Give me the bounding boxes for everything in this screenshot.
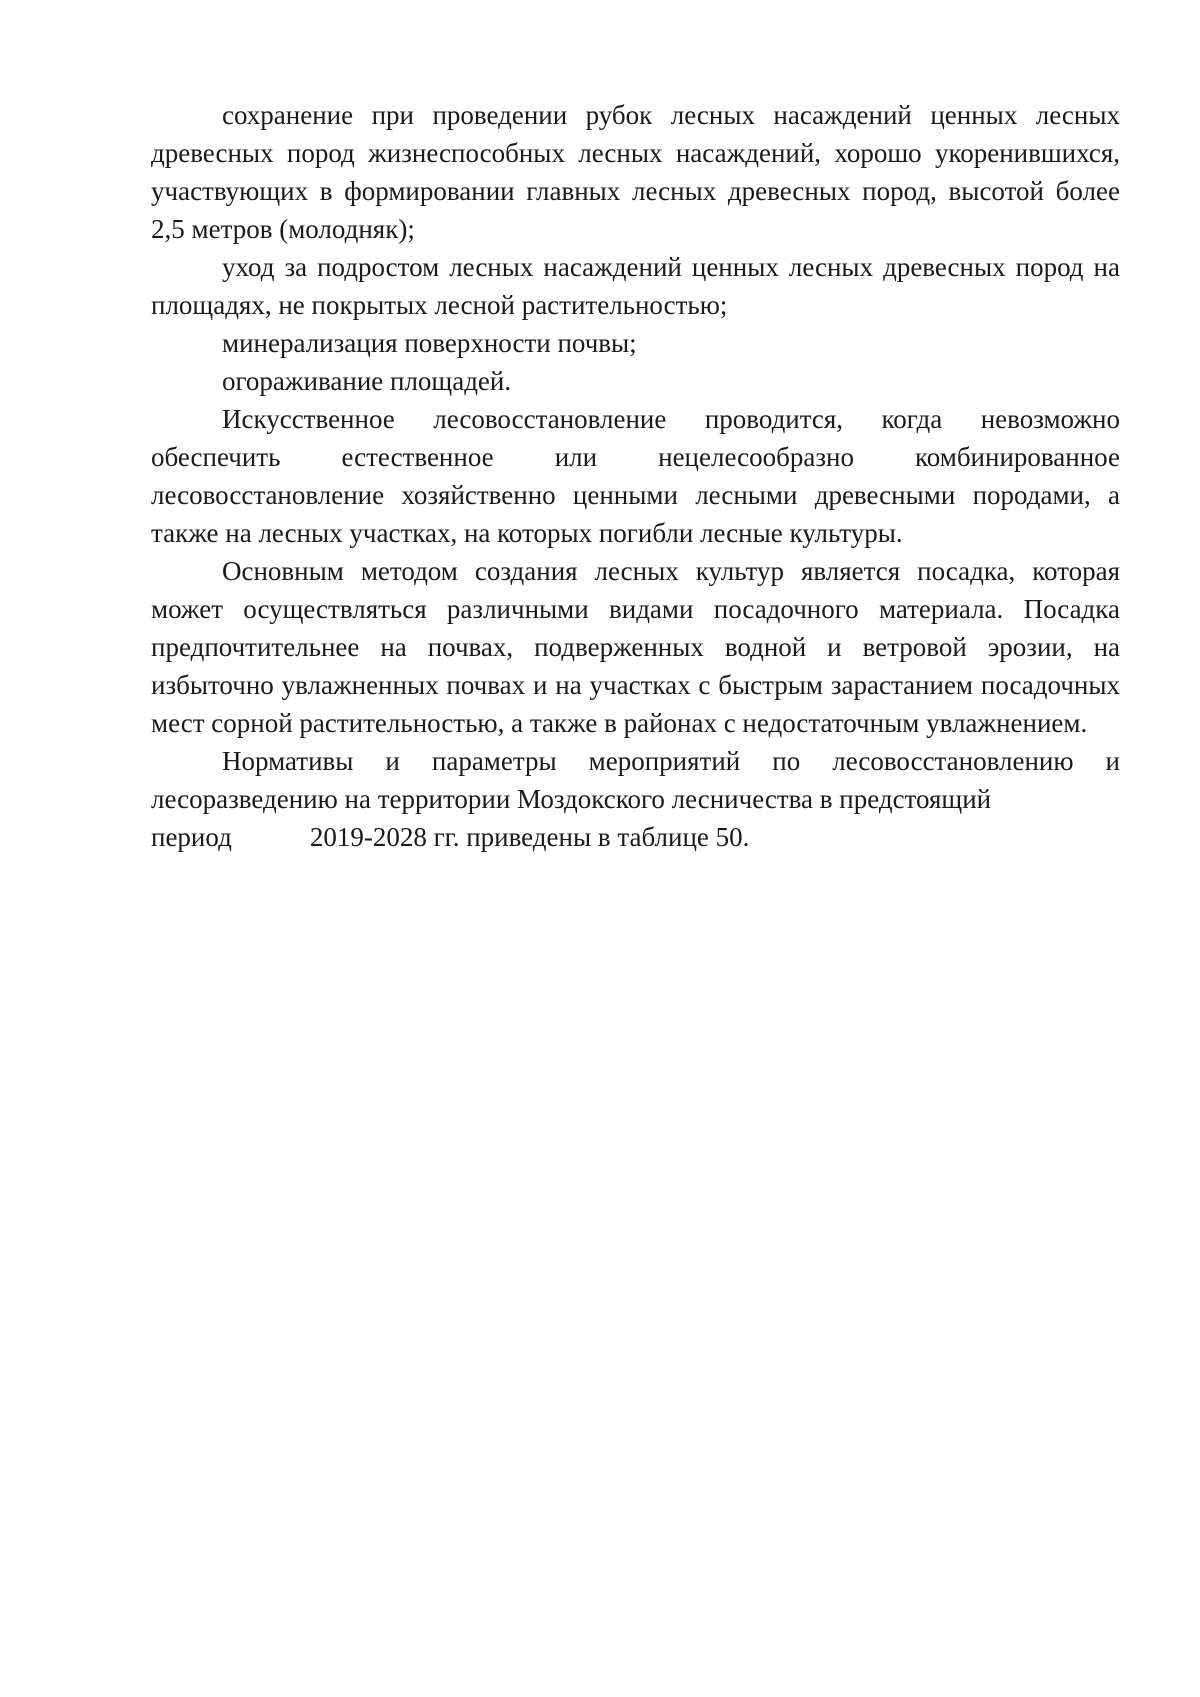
period-word: период xyxy=(151,822,232,852)
paragraph-period-line xyxy=(151,818,1120,856)
paragraph-planting-method: Основным методом создания лесных культур является посадка, которая может осуществляться различными видами посадочного материала. Посадка предпочтительнее на почвах, подверженных водной и ветровой эрозии, на избыточно увлажненных почвах и на участках с быстрым зарастанием посадочных мест сорной растительностью, а также в районах с недостаточным увлажнением. xyxy=(151,556,1120,738)
paragraph-cutting-preservation: сохранение при проведении рубок лесных насаждений ценных лесных древесных пород жизнеспособных лесных насаждений, хорошо укоренившихся, участвующих в формировании главных лесных древесных пород, высотой более 2,5 метров (молодняк); xyxy=(151,100,1120,244)
paragraph-norms-intro: Нормативы и параметры мероприятий по лесовосстановлению и лесоразведению на территории Моздокского лесничества в предстоящий xyxy=(151,746,1120,814)
document-body xyxy=(151,96,1120,856)
period-range-text: 2019-2028 гг. приведены в таблице 50. xyxy=(309,822,750,852)
paragraph-undergrowth-care: уход за подростом лесных насаждений ценных лесных древесных пород на площадях, не покрытых лесной растительностью; xyxy=(151,252,1120,320)
paragraph-artificial-reforestation: Искусственное лесовосстановление проводится, когда невозможно обеспечить естественное или нецелесообразно комбинированное лесовосстановление хозяйственно ценными лесными древесными породами, а также на лесных участках, на которых погибли лесные культуры. xyxy=(151,404,1120,548)
paragraph-soil-mineralization: минерализация поверхности почвы; xyxy=(222,328,637,358)
paragraph-fencing: огораживание площадей. xyxy=(222,366,512,396)
